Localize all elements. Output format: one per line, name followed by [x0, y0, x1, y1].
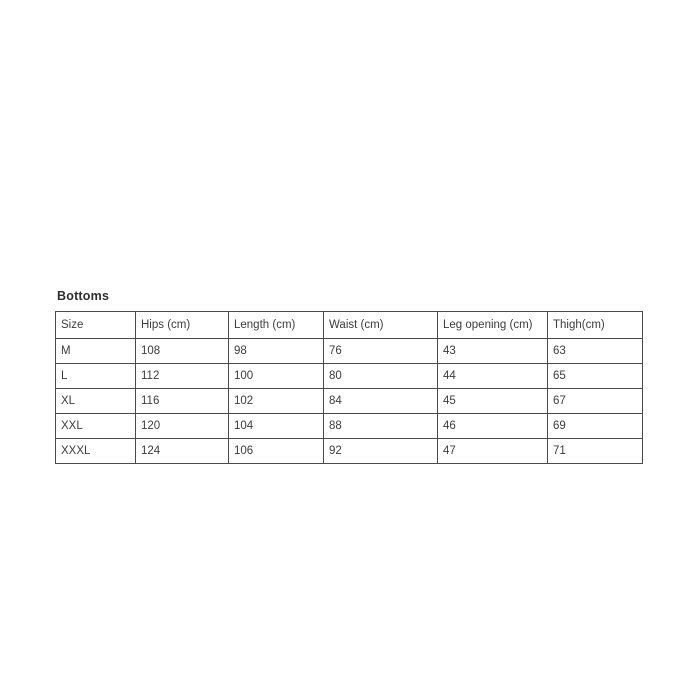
- cell-size: M: [56, 339, 136, 364]
- table-row: [56, 364, 643, 389]
- table-title: Bottoms: [57, 289, 110, 303]
- cell-length: 102: [229, 389, 324, 414]
- table-row: [56, 439, 643, 464]
- cell-waist: 88: [324, 414, 438, 439]
- cell-waist: 76: [324, 339, 438, 364]
- header-row: [56, 312, 643, 339]
- column-header-leg-opening: Leg opening (cm): [438, 312, 548, 339]
- cell-thigh: 67: [548, 389, 643, 414]
- cell-thigh: 69: [548, 414, 643, 439]
- cell-hips: 120: [136, 414, 229, 439]
- cell-thigh: 71: [548, 439, 643, 464]
- cell-length: 100: [229, 364, 324, 389]
- cell-waist: 92: [324, 439, 438, 464]
- cell-leg-opening: 47: [438, 439, 548, 464]
- table-row: [56, 414, 643, 439]
- cell-size: XXL: [56, 414, 136, 439]
- cell-hips: 112: [136, 364, 229, 389]
- cell-size: L: [56, 364, 136, 389]
- cell-hips: 124: [136, 439, 229, 464]
- cell-size: XL: [56, 389, 136, 414]
- cell-hips: 116: [136, 389, 229, 414]
- cell-waist: 84: [324, 389, 438, 414]
- cell-leg-opening: 44: [438, 364, 548, 389]
- column-header-hips: Hips (cm): [136, 312, 229, 339]
- column-header-size: Size: [56, 312, 136, 339]
- cell-thigh: 63: [548, 339, 643, 364]
- cell-length: 98: [229, 339, 324, 364]
- cell-size: XXXL: [56, 439, 136, 464]
- cell-leg-opening: 43: [438, 339, 548, 364]
- size-chart-table: [55, 311, 643, 464]
- cell-length: 104: [229, 414, 324, 439]
- cell-leg-opening: 45: [438, 389, 548, 414]
- cell-hips: 108: [136, 339, 229, 364]
- cell-length: 106: [229, 439, 324, 464]
- column-header-thigh: Thigh(cm): [548, 312, 643, 339]
- cell-waist: 80: [324, 364, 438, 389]
- column-header-length: Length (cm): [229, 312, 324, 339]
- cell-leg-opening: 46: [438, 414, 548, 439]
- table-row: [56, 389, 643, 414]
- cell-thigh: 65: [548, 364, 643, 389]
- column-header-waist: Waist (cm): [324, 312, 438, 339]
- table-row: [56, 339, 643, 364]
